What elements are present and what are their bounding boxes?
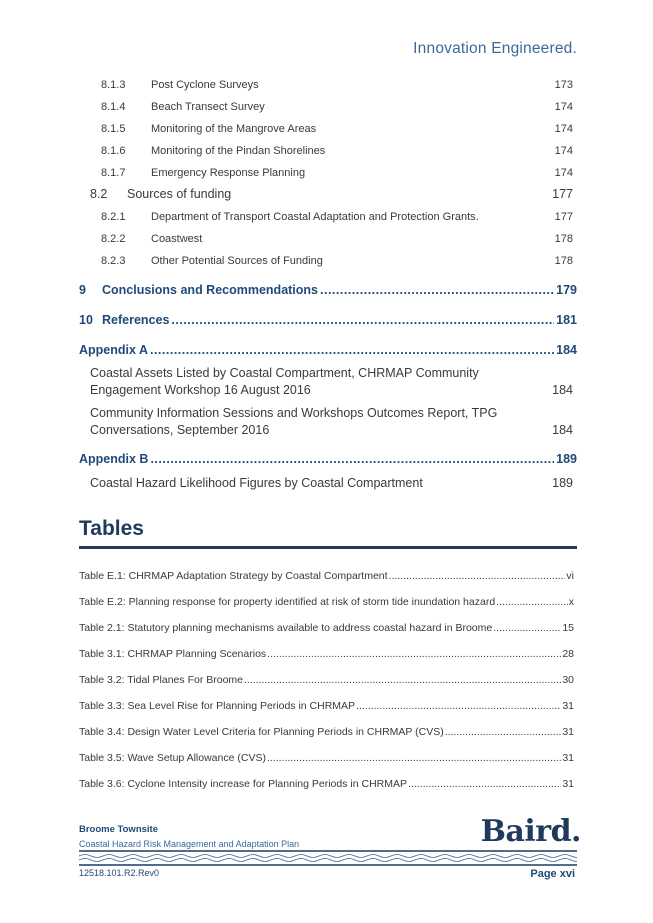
- table-entry-page: 31: [562, 778, 574, 790]
- toc-entry-title: Post Cyclone Surveys: [151, 79, 259, 91]
- toc-entry-title: Coastwest: [151, 233, 203, 245]
- table-entry-page: 30: [562, 674, 574, 686]
- toc-entry-page: 177: [552, 187, 573, 201]
- dot-leader: [150, 452, 554, 466]
- toc-entry-number: 8.1.7: [101, 167, 126, 179]
- dot-leader: [496, 596, 568, 608]
- table-list-entry[interactable]: [79, 648, 574, 660]
- toc-entry-title: Monitoring of the Pindan Shorelines: [151, 145, 326, 157]
- toc-entry-title: Monitoring of the Mangrove Areas: [151, 123, 317, 135]
- toc-entry-number: 8.2.1: [101, 211, 126, 223]
- toc-entry-number: 8.1.4: [101, 101, 126, 113]
- toc-entry-title: Emergency Response Planning: [151, 167, 306, 179]
- table-entry-title: Table 3.3: Sea Level Rise for Planning Periods in CHRMAP: [79, 700, 356, 712]
- wave-divider-icon: [79, 848, 577, 868]
- dot-leader: [267, 648, 561, 660]
- toc-entry-page: 174: [554, 167, 573, 179]
- table-entry-page: 15: [562, 622, 574, 634]
- toc-entry-number: 8.1.6: [101, 145, 126, 157]
- toc-entry-page: 179: [556, 283, 577, 297]
- toc-entry-number: 8.1.5: [101, 123, 126, 135]
- table-list-entry[interactable]: [79, 674, 574, 686]
- toc-entry-number: 8.2: [90, 187, 108, 201]
- dot-leader: [389, 570, 566, 582]
- header-tagline: Innovation Engineered.: [413, 40, 577, 57]
- toc-entry-page: 174: [554, 145, 573, 157]
- footer-subtitle: Coastal Hazard Risk Management and Adaptation Plan: [79, 839, 300, 849]
- dot-leader: [493, 622, 561, 634]
- dot-leader: [244, 674, 561, 686]
- document-number: 12518.101.R2.Rev0: [79, 868, 160, 878]
- table-entry-page: 28: [562, 648, 574, 660]
- dot-leader: [445, 726, 562, 738]
- table-entry-title: Table E.2: Planning response for property identified at risk of storm tide inundation hazard: [79, 596, 496, 608]
- toc-entry-number: 10: [79, 313, 93, 327]
- footer-title: Broome Townsite: [79, 824, 158, 835]
- toc-chapter-9[interactable]: [79, 283, 577, 297]
- table-entry-title: Table 3.6: Cyclone Intensity increase for Planning Periods in CHRMAP: [79, 778, 407, 790]
- toc-entry-number: 8.1.3: [101, 79, 126, 91]
- toc-entry-title: Conclusions and Recommendations: [102, 283, 319, 297]
- table-list-entry[interactable]: [79, 570, 574, 582]
- table-list-entry[interactable]: [79, 700, 574, 712]
- table-entry-title: Table 3.1: CHRMAP Planning Scenarios: [79, 648, 267, 660]
- toc-entry-page: 178: [554, 255, 573, 267]
- toc-appendix-b-item[interactable]: [79, 475, 577, 492]
- table-list-entry[interactable]: [79, 778, 574, 790]
- toc-entry-page: 177: [554, 211, 573, 223]
- toc-entry-title: Coastal Hazard Likelihood Figures by Coastal Compartment: [90, 476, 423, 490]
- heading-divider: [79, 546, 577, 549]
- table-entry-page: x: [568, 596, 574, 608]
- toc-entry-title: Appendix A: [79, 343, 148, 357]
- page-number: Page xvi: [530, 868, 575, 880]
- tables-heading: Tables: [79, 517, 144, 540]
- table-entry-title: Table 2.1: Statutory planning mechanisms available to address coastal hazard in Broome: [79, 622, 493, 634]
- toc-chapter-10[interactable]: [79, 313, 577, 327]
- toc-entry-number: 9: [79, 283, 86, 297]
- toc-entry-page: 189: [556, 452, 577, 466]
- toc-appendix-a-item[interactable]: [79, 365, 577, 399]
- table-entry-title: Table E.1: CHRMAP Adaptation Strategy by Coastal Compartment: [79, 570, 388, 582]
- toc-entry-page: 184: [552, 383, 573, 397]
- toc-entry-title: Community Information Sessions and Workshops Outcomes Report, TPG Conversations, September 2016: [90, 406, 498, 437]
- toc-appendix-a[interactable]: [79, 343, 577, 357]
- toc-entry-title: References: [102, 313, 170, 327]
- baird-logo: Baird.: [480, 814, 581, 849]
- dot-leader: [356, 700, 561, 712]
- table-list-entry[interactable]: [79, 622, 574, 634]
- toc-entry-page: 181: [556, 313, 577, 327]
- table-entry-title: Table 3.4: Design Water Level Criteria for Planning Periods in CHRMAP (CVS): [79, 726, 444, 738]
- toc-entry-page: 184: [556, 343, 577, 357]
- table-list-entry[interactable]: [79, 726, 574, 738]
- table-entry-title: Table 3.5: Wave Setup Allowance (CVS): [79, 752, 266, 764]
- toc-entry-title: Sources of funding: [127, 187, 232, 201]
- dot-leader: [267, 752, 561, 764]
- toc-appendix-b[interactable]: [79, 452, 577, 466]
- table-entry-title: Table 3.2: Tidal Planes For Broome: [79, 674, 244, 686]
- dot-leader: [408, 778, 561, 790]
- dot-leader: [320, 283, 554, 297]
- toc-appendix-a-item[interactable]: [79, 405, 577, 439]
- table-entry-page: vi: [566, 570, 574, 582]
- toc-entry-title: Department of Transport Coastal Adaptation and Protection Grants.: [151, 211, 479, 223]
- toc-entry-page: 174: [554, 123, 573, 135]
- toc-entry-number: 8.2.3: [101, 255, 126, 267]
- toc-entry-title: Appendix B: [79, 452, 149, 466]
- table-entry-page: 31: [562, 726, 574, 738]
- toc-entry-title: Coastal Assets Listed by Coastal Compartment, CHRMAP Community Engagement Workshop 16 August 2016: [90, 366, 479, 397]
- dot-leader: [171, 313, 554, 327]
- toc-entry-title: Other Potential Sources of Funding: [151, 255, 323, 267]
- toc-entry-page: 174: [554, 101, 573, 113]
- toc-entry-number: 8.2.2: [101, 233, 126, 245]
- table-entry-page: 31: [562, 752, 574, 764]
- toc-entry-page: 173: [554, 79, 573, 91]
- toc-entry-title: Beach Transect Survey: [151, 101, 265, 113]
- table-list-entry[interactable]: [79, 752, 574, 764]
- toc-entry-page: 184: [552, 423, 573, 437]
- table-entry-page: 31: [562, 700, 574, 712]
- table-list-entry[interactable]: [79, 596, 574, 608]
- footer-project: [79, 824, 299, 849]
- dot-leader: [150, 343, 554, 357]
- toc-entry-page: 189: [552, 476, 573, 490]
- toc-entry-page: 178: [554, 233, 573, 245]
